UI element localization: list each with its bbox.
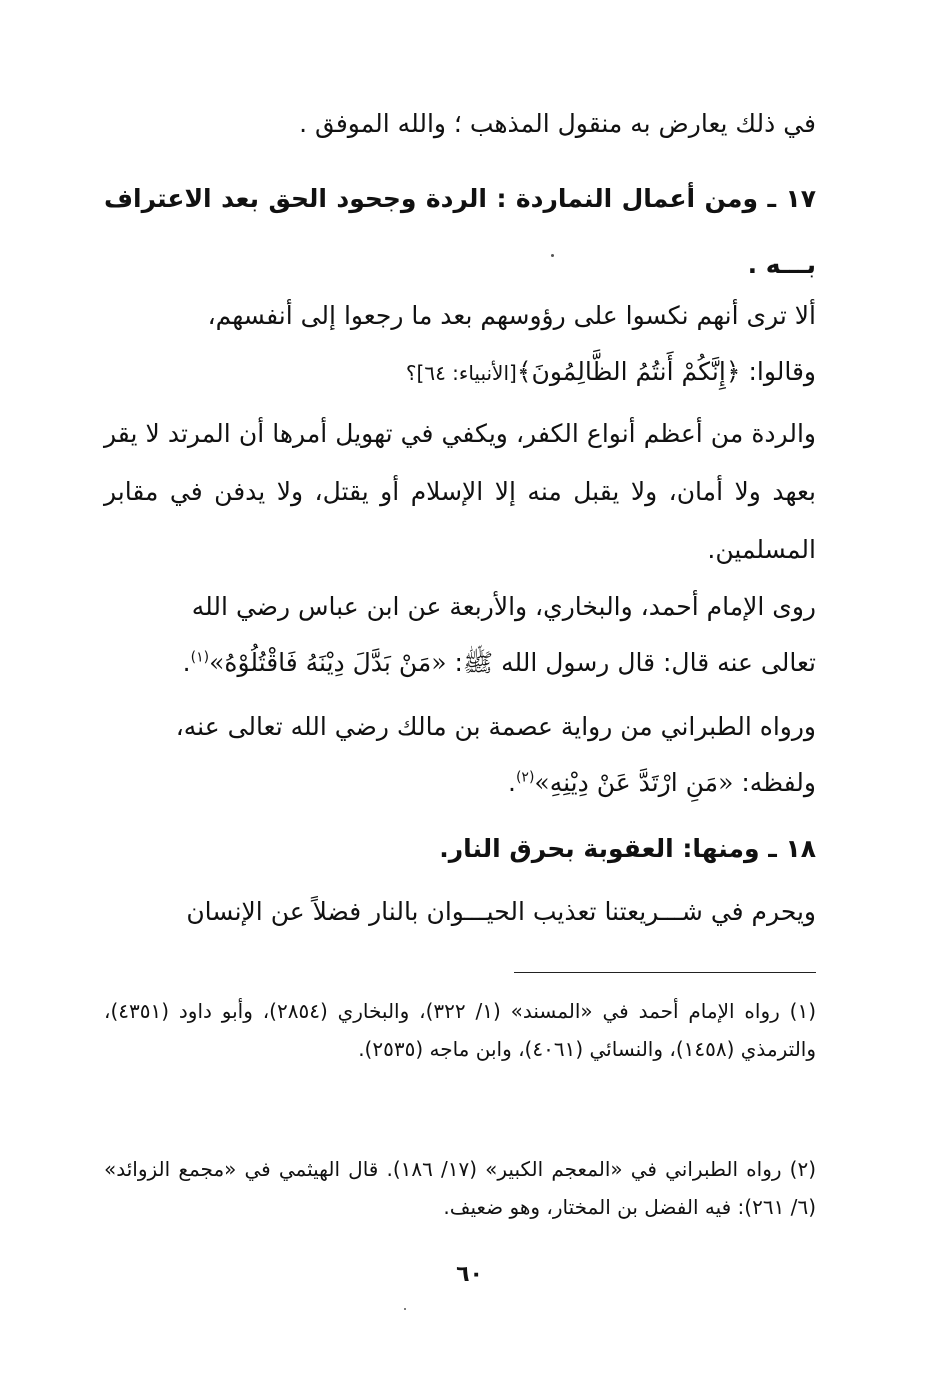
paragraph-continuation: في ذلك يعارض به منقول المذهب ؛ والله الموفق .: [299, 109, 816, 138]
sentence-end: .: [508, 768, 516, 797]
footnote-2: (٢) رواه الطبراني في «المعجم الكبير» (١٧/ ١٨٦). قال الهيثمي في «مجمع الزوائد» (٦/ ٢٦١): فيه الفضل بن المختار، وهو ضعيف.: [104, 1157, 816, 1219]
footnote-separator: [514, 972, 816, 973]
paragraph-tabarani-line2: [104, 763, 816, 803]
scan-speck: [404, 1308, 406, 1310]
footnote-marker-2: (٢): [515, 769, 535, 786]
footnote-marker-1: (١): [190, 649, 210, 666]
section-heading-17: ١٧ ـ ومن أعمال النماردة : الردة وجحود الحق بعد الاعتراف بـــه .: [104, 184, 816, 279]
scan-speck: [551, 254, 554, 257]
text-segment: وقالوا:: [740, 357, 816, 386]
paragraph-tabarani-line1: ورواه الطبراني من رواية عصمة بن مالك رضي الله تعالى عنه،: [175, 712, 816, 741]
paragraph-narration-line1: روى الإمام أحمد، والبخاري، والأربعة عن ابن عباس رضي الله: [191, 592, 816, 621]
quran-verse: ﴿إِنَّكُمْ أَنتُمُ الظَّالِمُونَ﴾: [516, 357, 741, 386]
sentence-end: .: [182, 648, 191, 677]
verse-reference: [الأنبياء: ٦٤]؟: [405, 361, 517, 385]
paragraph-fire-punishment: ويحرم في شـــريعتنا تعذيب الحيـــوان بالنار فضلاً عن الإنسان: [186, 897, 816, 926]
footnote-1: (١) رواه الإمام أحمد في «المسند» (١/ ٣٢٢)، والبخاري (٢٨٥٤)، وأبو داود (٤٣٥١)، والترمذي (١٤٥٨)، والنسائي (٤٠٦١)، وابن ماجه (٢٥٣٥).: [104, 999, 816, 1061]
page-number: ٦٠: [456, 1262, 483, 1287]
hadith-text: «مَنِ ارْتَدَّ عَنْ دِيْنِهِ»: [534, 768, 734, 797]
text-segment: ولفظه:: [733, 768, 816, 797]
paragraph-narration-line2: [104, 643, 816, 683]
paragraph-apostasy-line1: ألا ترى أنهم نكسوا على رؤوسهم بعد ما رجعوا إلى أنفسهم،: [207, 301, 816, 330]
hadith-text: «مَنْ بَدَّلَ دِيْنَهُ فَاقْتُلُوْهُ»: [209, 648, 447, 677]
paragraph-apostasy-line2: [104, 352, 816, 393]
section-heading-18: ١٨ ـ ومنها: العقوبة بحرق النار.: [439, 834, 816, 863]
paragraph-apostasy-ruling: والردة من أعظم أنواع الكفر، ويكفي في تهويل أمرها أن المرتد لا يقر بعهد ولا أمان، ولا يقبل منه إلا الإسلام أو يقتل، ولا يدفن في مقابر المسلمين.: [104, 419, 816, 564]
text-segment: تعالى عنه قال: قال رسول الله ﷺ:: [446, 648, 816, 677]
